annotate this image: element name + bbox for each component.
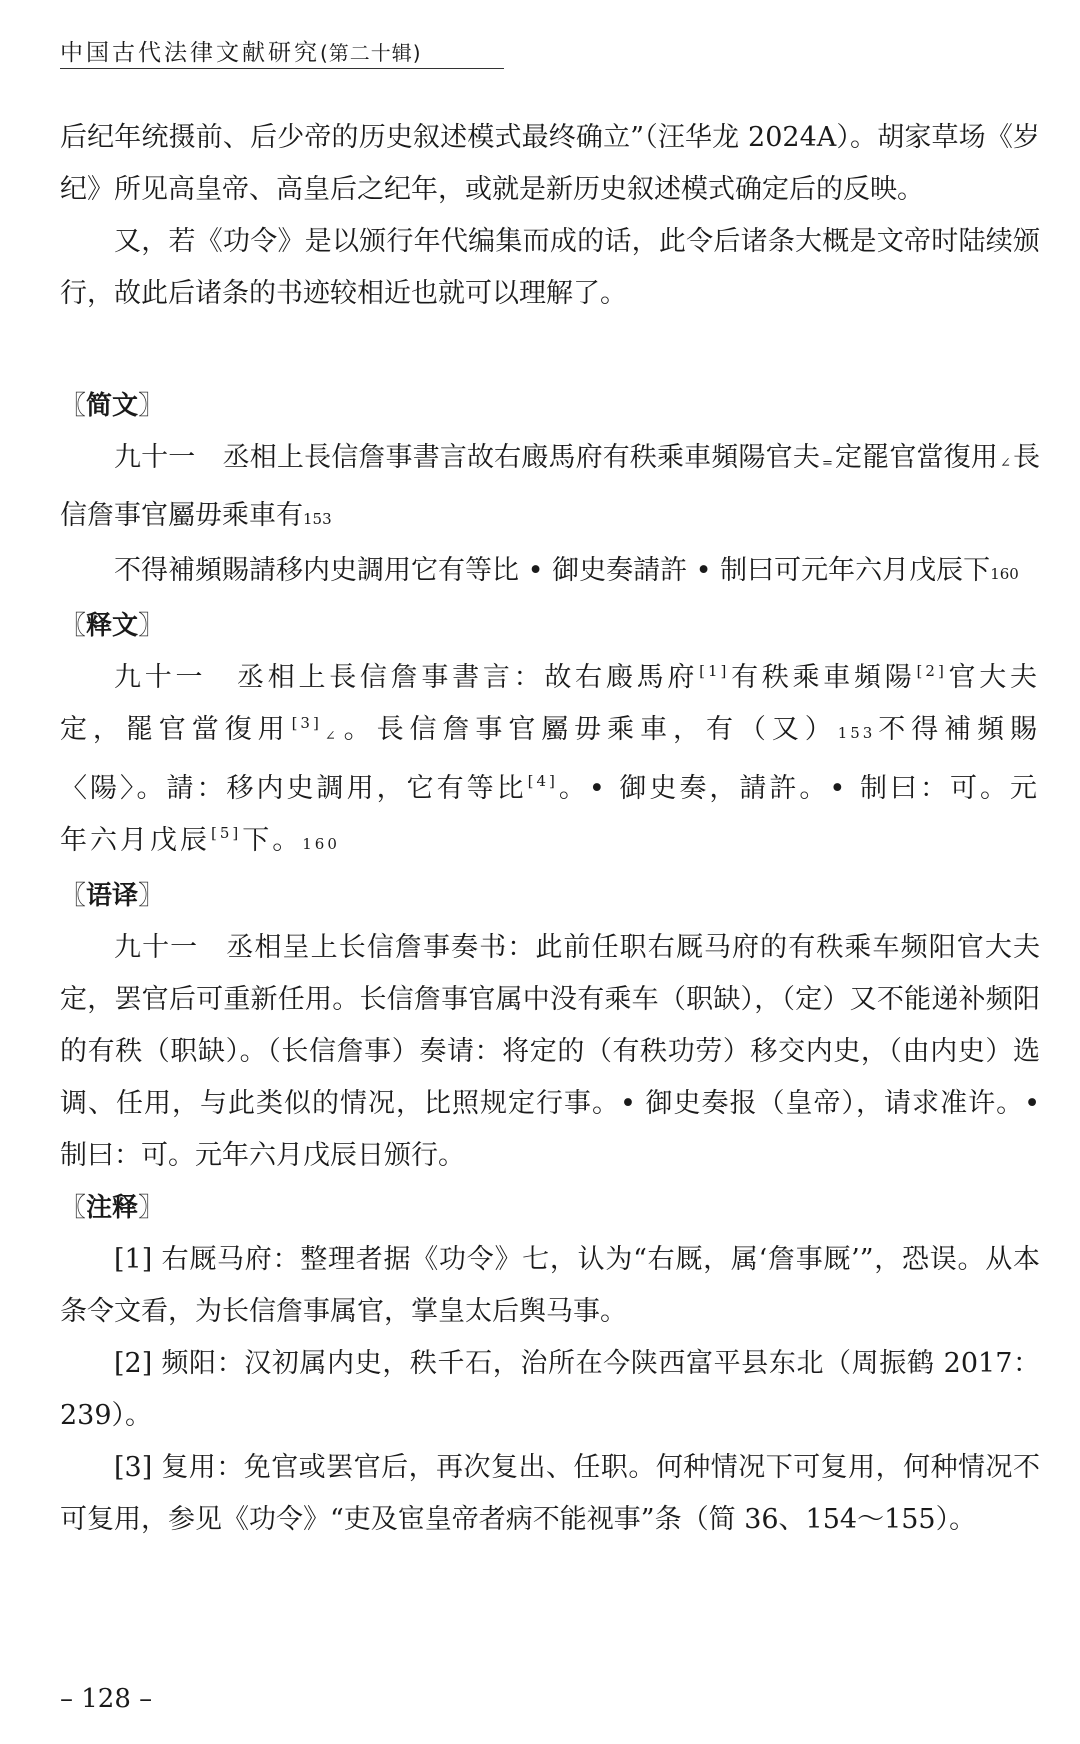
jianwen-text: 長信詹事官屬毋乘車有 bbox=[60, 442, 1041, 532]
bracket-close: 〗 bbox=[138, 1192, 165, 1223]
shiwen-text: 下。 bbox=[242, 824, 303, 856]
intro-paragraph-1: 后纪年统摄前、后少帝的历史叙述模式最终确立”（汪华龙 2024A）。胡家草场《岁纪》所见高皇帝、高皇后之纪年，或就是新历史叙述模式确定后的反映。 bbox=[60, 122, 1040, 205]
shiwen-text: 。• 御史奏，請許。• 制曰：可。元年六月戊辰 bbox=[60, 772, 1040, 856]
note-text: 右厩马府：整理者据《功令》七，认为“右厩，属‘詹事厩’”，恐误。从本条令文看，为长信詹事属官，掌皇太后舆马事。 bbox=[60, 1243, 1040, 1327]
jianwen-slip-160 bbox=[60, 545, 1040, 600]
bracket-close: 〗 bbox=[138, 611, 165, 642]
volume-label: (第二十辑) bbox=[320, 41, 422, 65]
slip-number: 160 bbox=[990, 565, 1019, 584]
bracket-open: 〖 bbox=[60, 1192, 87, 1223]
heading-label: 简文 bbox=[86, 391, 139, 421]
slip-number: 160 bbox=[302, 834, 340, 853]
note-text: 频阳：汉初属内史，秩千石，治所在今陕西富平县东北（周振鹤 2017：239）。 bbox=[60, 1347, 1040, 1431]
note-item bbox=[60, 1442, 1040, 1546]
repetition-mark: = bbox=[821, 456, 833, 472]
journal-title: 中国古代法律文献研究 bbox=[60, 40, 320, 66]
shiwen-paragraph bbox=[60, 652, 1040, 869]
heading-label: 释文 bbox=[86, 611, 139, 642]
section-gap bbox=[60, 320, 1040, 380]
note-item bbox=[60, 1338, 1040, 1442]
note-number: [1] bbox=[114, 1243, 153, 1275]
shiwen-text: 九十一 丞相上長信詹事書言：故右廄馬府 bbox=[114, 662, 699, 694]
note-number: [2] bbox=[114, 1347, 153, 1379]
heading-label: 语译 bbox=[86, 880, 139, 911]
slip-number: 153 bbox=[303, 510, 332, 529]
shiwen-text: 不得補頻賜〈陽〉。請：移内史調用，它有等比 bbox=[60, 714, 1041, 804]
section-heading-shiwen bbox=[60, 600, 1040, 652]
bracket-close: 〗 bbox=[138, 391, 165, 421]
jianwen-slip-153 bbox=[60, 432, 1040, 545]
bracket-open: 〖 bbox=[60, 880, 87, 911]
yuyi-paragraph: 九十一 丞相呈上长信詹事奏书：此前任职右厩马府的有秩乘车频阳官大夫定，罢官后可重新任用。长信詹事官属中没有乘车（职缺），（定）又不能递补频阳的有秩（职缺）。（长信詹事）奏请：将定的（有秩功劳）移交内史，（由内史）选调、任用，与此类似的情况，比照规定行事。• 御史奏报（皇帝），请求准许。• 制曰：可。元年六月戊辰日颁行。 bbox=[60, 931, 1040, 1171]
footnote-ref-2[interactable]: [2] bbox=[916, 661, 947, 680]
slip-number: 153 bbox=[837, 724, 876, 743]
footnote-ref-3[interactable]: [3] bbox=[291, 713, 322, 732]
footnote-ref-1[interactable]: [1] bbox=[699, 661, 730, 680]
jianwen-text: 不得補頻賜請移内史調用它有等比 • 御史奏請許 • 制曰可元年六月戊辰下 bbox=[114, 555, 991, 587]
note-text: 复用：免官或罢官后，再次复出、任职。何种情况下可复用，何种情况不可复用，参见《功令》“吏及宦皇帝者病不能视事”条（简 36、154～155）。 bbox=[60, 1451, 1040, 1535]
heading-label: 注释 bbox=[86, 1192, 139, 1223]
note-item bbox=[60, 1234, 1040, 1338]
bracket-open: 〖 bbox=[60, 391, 87, 421]
running-header bbox=[60, 34, 504, 69]
intro-paragraph-2: 又，若《功令》是以颁行年代编集而成的话，此令后诸条大概是文帝时陆续颁行，故此后诸条的书迹较相近也就可以理解了。 bbox=[60, 226, 1040, 309]
page-body bbox=[60, 112, 1040, 1546]
bracket-open: 〖 bbox=[60, 611, 87, 642]
hook-mark: ∠ bbox=[324, 728, 339, 744]
hook-mark: ∠ bbox=[999, 456, 1011, 472]
footnote-ref-4[interactable]: [4] bbox=[527, 772, 558, 791]
bracket-close: 〗 bbox=[138, 880, 165, 911]
page-number: – 128 – bbox=[60, 1684, 153, 1714]
jianwen-text: 九十一 丞相上長信詹事書言故右廄馬府有秩乘車頻陽官夫 bbox=[114, 442, 820, 473]
jianwen-text: 定罷官當復用 bbox=[834, 442, 998, 473]
section-heading-zhushi bbox=[60, 1182, 1040, 1234]
shiwen-text: 有秩乘車頻陽 bbox=[730, 662, 916, 694]
note-number: [3] bbox=[114, 1451, 153, 1483]
shiwen-text: 。長信詹事官屬毋乘車，有（又） bbox=[340, 714, 838, 746]
section-heading-yuyi bbox=[60, 870, 1040, 922]
footnote-ref-5[interactable]: [5] bbox=[211, 824, 242, 843]
section-heading-jianwen bbox=[60, 380, 1040, 432]
shiwen-text: 官大夫定，罷官當復用 bbox=[60, 662, 1041, 746]
